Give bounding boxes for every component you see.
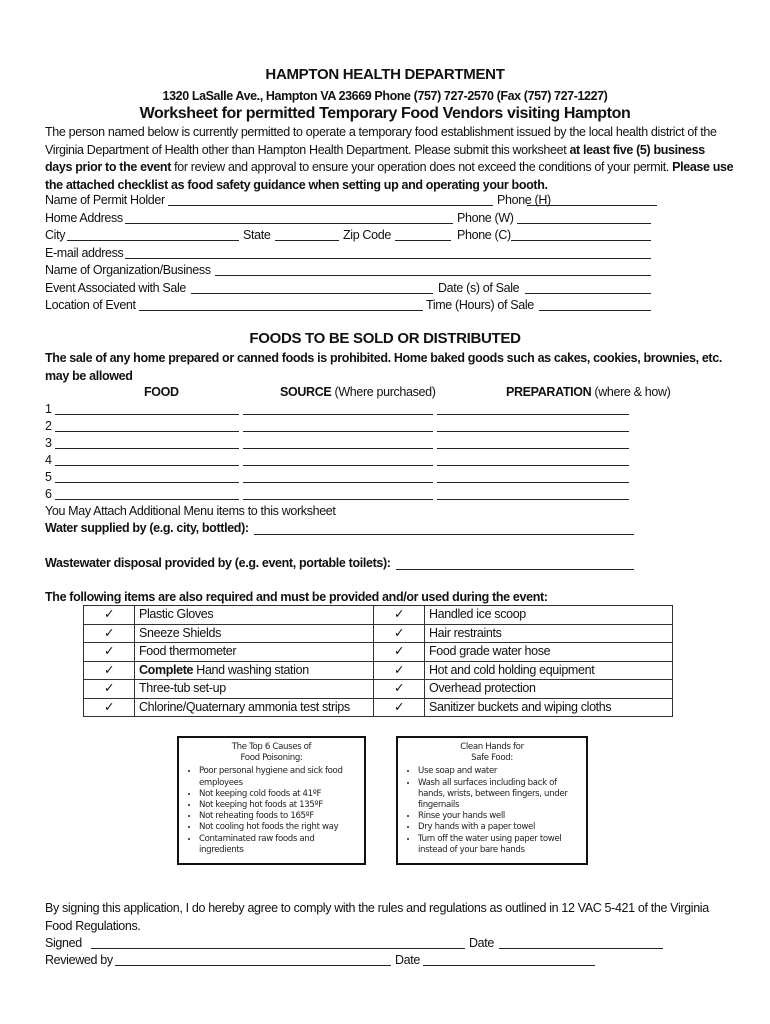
state-field[interactable] xyxy=(275,227,339,241)
organization-label: Name of Organization/Business xyxy=(45,263,211,277)
city-field[interactable] xyxy=(67,227,239,241)
food-row: 2 xyxy=(45,418,645,435)
check-icon: ✓ xyxy=(374,661,425,680)
preparation-field[interactable] xyxy=(437,452,629,466)
preparation-field[interactable] xyxy=(437,435,629,449)
food-field[interactable] xyxy=(55,435,239,449)
water-supply-label: Water supplied by (e.g. city, bottled): xyxy=(45,521,249,535)
signed-date-label: Date xyxy=(469,936,495,950)
location-field[interactable] xyxy=(139,297,423,311)
list-item: • Not reheating foods to 165ºF xyxy=(199,811,358,822)
time-field[interactable] xyxy=(539,297,651,311)
intro-paragraph: The person named below is currently permitted to operate a temporary food establishment issued by the local health district of the Virginia Department of Health other than Hampton Health Department. Please submit this worksheet at least five (5) business days prior to the event for review and approval to ensure your operation does not exceed the conditions of your permit. Please use the attached checklist as food safety guidance when setting up and operating your booth. xyxy=(45,125,734,192)
table-row: ✓ Chlorine/Quaternary ammonia test strips ✓ Sanitizer buckets and wiping cloths xyxy=(84,698,673,717)
organization-field[interactable] xyxy=(215,262,651,276)
check-icon: ✓ xyxy=(374,680,425,699)
food-field[interactable] xyxy=(55,486,239,500)
food-row: 4 xyxy=(45,452,645,469)
list-item: • Wash all surfaces including back of hands, wrists, between fingers, under fingernails xyxy=(418,778,580,812)
list-item: • Not cooling hot foods the right way xyxy=(199,822,358,833)
table-row: ✓ Sneeze Shields ✓ Hair restraints xyxy=(84,624,673,643)
home-address-field[interactable] xyxy=(125,210,453,224)
time-label: Time (Hours) of Sale xyxy=(426,298,534,312)
worksheet-title: Worksheet for permitted Temporary Food Vendors visiting Hampton xyxy=(139,105,631,122)
signed-label: Signed xyxy=(45,936,82,950)
preparation-field[interactable] xyxy=(437,401,629,415)
state-label: State xyxy=(243,228,271,242)
foods-section-title: FOODS TO BE SOLD OR DISTRIBUTED xyxy=(249,330,521,347)
wastewater-label: Wastewater disposal provided by (e.g. event, portable toilets): xyxy=(45,556,391,570)
phone-w-field[interactable] xyxy=(517,210,651,224)
source-column-header: SOURCE (Where purchased) xyxy=(280,385,436,399)
check-icon: ✓ xyxy=(84,661,135,680)
food-row: 6 xyxy=(45,486,645,503)
check-icon: ✓ xyxy=(374,606,425,625)
attach-menu-note: You May Attach Additional Menu items to this worksheet xyxy=(45,504,336,518)
event-field[interactable] xyxy=(191,280,433,294)
city-label: City xyxy=(45,228,66,242)
signed-row xyxy=(45,935,645,952)
list-item: • Dry hands with a paper towel xyxy=(418,822,580,833)
list-item: • Use soap and water xyxy=(418,766,580,777)
location-label: Location of Event xyxy=(45,298,136,312)
table-row: ✓ Plastic Gloves ✓ Handled ice scoop xyxy=(84,606,673,625)
food-poisoning-list xyxy=(185,766,358,856)
food-row: 5 xyxy=(45,469,645,486)
email-field[interactable] xyxy=(125,245,651,259)
food-poisoning-causes-box: The Top 6 Causes of Food Poisoning: • Poor personal hygiene and sick food employees • Not keeping cold foods at 41ºF • Not keeping hot foods at 135ºF • Not reheating foods to 165ºF • Not cooling hot foods the right way • Contaminated raw foods and ingredients xyxy=(177,736,366,865)
food-field[interactable] xyxy=(55,469,239,483)
phone-c-field[interactable] xyxy=(511,227,651,241)
check-icon: ✓ xyxy=(374,698,425,717)
permit-holder-field[interactable] xyxy=(168,192,493,206)
source-field[interactable] xyxy=(243,435,433,449)
reviewed-date-label: Date xyxy=(395,953,421,967)
required-items-title: The following items are also required and must be provided and/or used during the event: xyxy=(45,590,548,604)
check-icon: ✓ xyxy=(374,624,425,643)
check-icon: ✓ xyxy=(84,643,135,662)
phone-h-field[interactable] xyxy=(527,192,657,206)
source-field[interactable] xyxy=(243,401,433,415)
list-item: • Contaminated raw foods and ingredients xyxy=(199,834,358,856)
department-address: 1320 LaSalle Ave., Hampton VA 23669 Phone (757) 727-2570 (Fax (757) 727-1227) xyxy=(162,89,608,103)
reviewed-row xyxy=(45,952,645,969)
list-item: • Turn off the water using paper towel instead of your bare hands xyxy=(418,834,580,856)
agreement-statement: By signing this application, I do hereby agree to comply with the rules and regulations as outlined in 12 VAC 5-421 of the Virginia Food Regulations. xyxy=(45,901,709,933)
signature-field[interactable] xyxy=(91,935,465,949)
check-icon: ✓ xyxy=(374,643,425,662)
table-row: ✓ Complete Hand washing station ✓ Hot and cold holding equipment xyxy=(84,661,673,680)
check-icon: ✓ xyxy=(84,698,135,717)
list-item: • Rinse your hands well xyxy=(418,811,580,822)
list-item: • Not keeping cold foods at 41ºF xyxy=(199,789,358,800)
phone-w-label: Phone (W) xyxy=(457,210,514,225)
permit-holder-label: Name of Permit Holder xyxy=(45,193,165,207)
food-field[interactable] xyxy=(55,452,239,466)
home-address-label: Home Address xyxy=(45,210,123,225)
source-field[interactable] xyxy=(243,452,433,466)
check-icon: ✓ xyxy=(84,680,135,699)
required-items-table xyxy=(83,605,673,717)
food-row: 1 xyxy=(45,401,645,418)
preparation-column-header: PREPARATION (where & how) xyxy=(506,385,671,399)
check-icon: ✓ xyxy=(84,606,135,625)
email-label: E-mail address xyxy=(45,245,124,260)
reviewed-date-field[interactable] xyxy=(423,952,595,966)
table-row: ✓ Three-tub set-up ✓ Overhead protection xyxy=(84,680,673,699)
preparation-field[interactable] xyxy=(437,469,629,483)
food-field[interactable] xyxy=(55,418,239,432)
event-label: Event Associated with Sale xyxy=(45,280,186,295)
source-field[interactable] xyxy=(243,418,433,432)
preparation-field[interactable] xyxy=(437,486,629,500)
wastewater-field[interactable] xyxy=(396,556,634,570)
reviewed-by-field[interactable] xyxy=(115,952,391,966)
phone-c-label: Phone (C) xyxy=(457,228,511,242)
table-row: ✓ Food thermometer ✓ Food grade water hose xyxy=(84,643,673,662)
preparation-field[interactable] xyxy=(437,418,629,432)
zip-label: Zip Code xyxy=(343,228,391,242)
list-item: • Not keeping hot foods at 135ºF xyxy=(199,800,358,811)
food-column-header: FOOD xyxy=(144,385,179,399)
clean-hands-list xyxy=(404,766,580,856)
zip-field[interactable] xyxy=(395,227,451,241)
food-row: 3 xyxy=(45,435,645,452)
source-field[interactable] xyxy=(243,469,433,483)
water-supply-field[interactable] xyxy=(254,521,634,535)
phone-h-label: Phone (H) xyxy=(497,193,551,207)
reviewed-label: Reviewed by xyxy=(45,953,113,967)
home-food-note: The sale of any home prepared or canned foods is prohibited. Home baked goods such as cakes, cookies, brownies, etc. may be allowed xyxy=(45,351,722,383)
dates-field[interactable] xyxy=(525,280,651,294)
check-icon: ✓ xyxy=(84,624,135,643)
signed-date-field[interactable] xyxy=(499,935,663,949)
dates-label: Date (s) of Sale xyxy=(438,280,520,295)
vendor-info-fields xyxy=(45,192,655,315)
food-field[interactable] xyxy=(55,401,239,415)
list-item: • Poor personal hygiene and sick food employees xyxy=(199,766,358,788)
department-heading: HAMPTON HEALTH DEPARTMENT xyxy=(265,66,505,83)
clean-hands-box: Clean Hands for Safe Food: • Use soap and water • Wash all surfaces including back of hands, wrists, between fingers, under fingernails • Rinse your hands well • Dry hands with a paper towel • Turn off the water using paper towel instead of your bare hands xyxy=(396,736,588,865)
source-field[interactable] xyxy=(243,486,433,500)
